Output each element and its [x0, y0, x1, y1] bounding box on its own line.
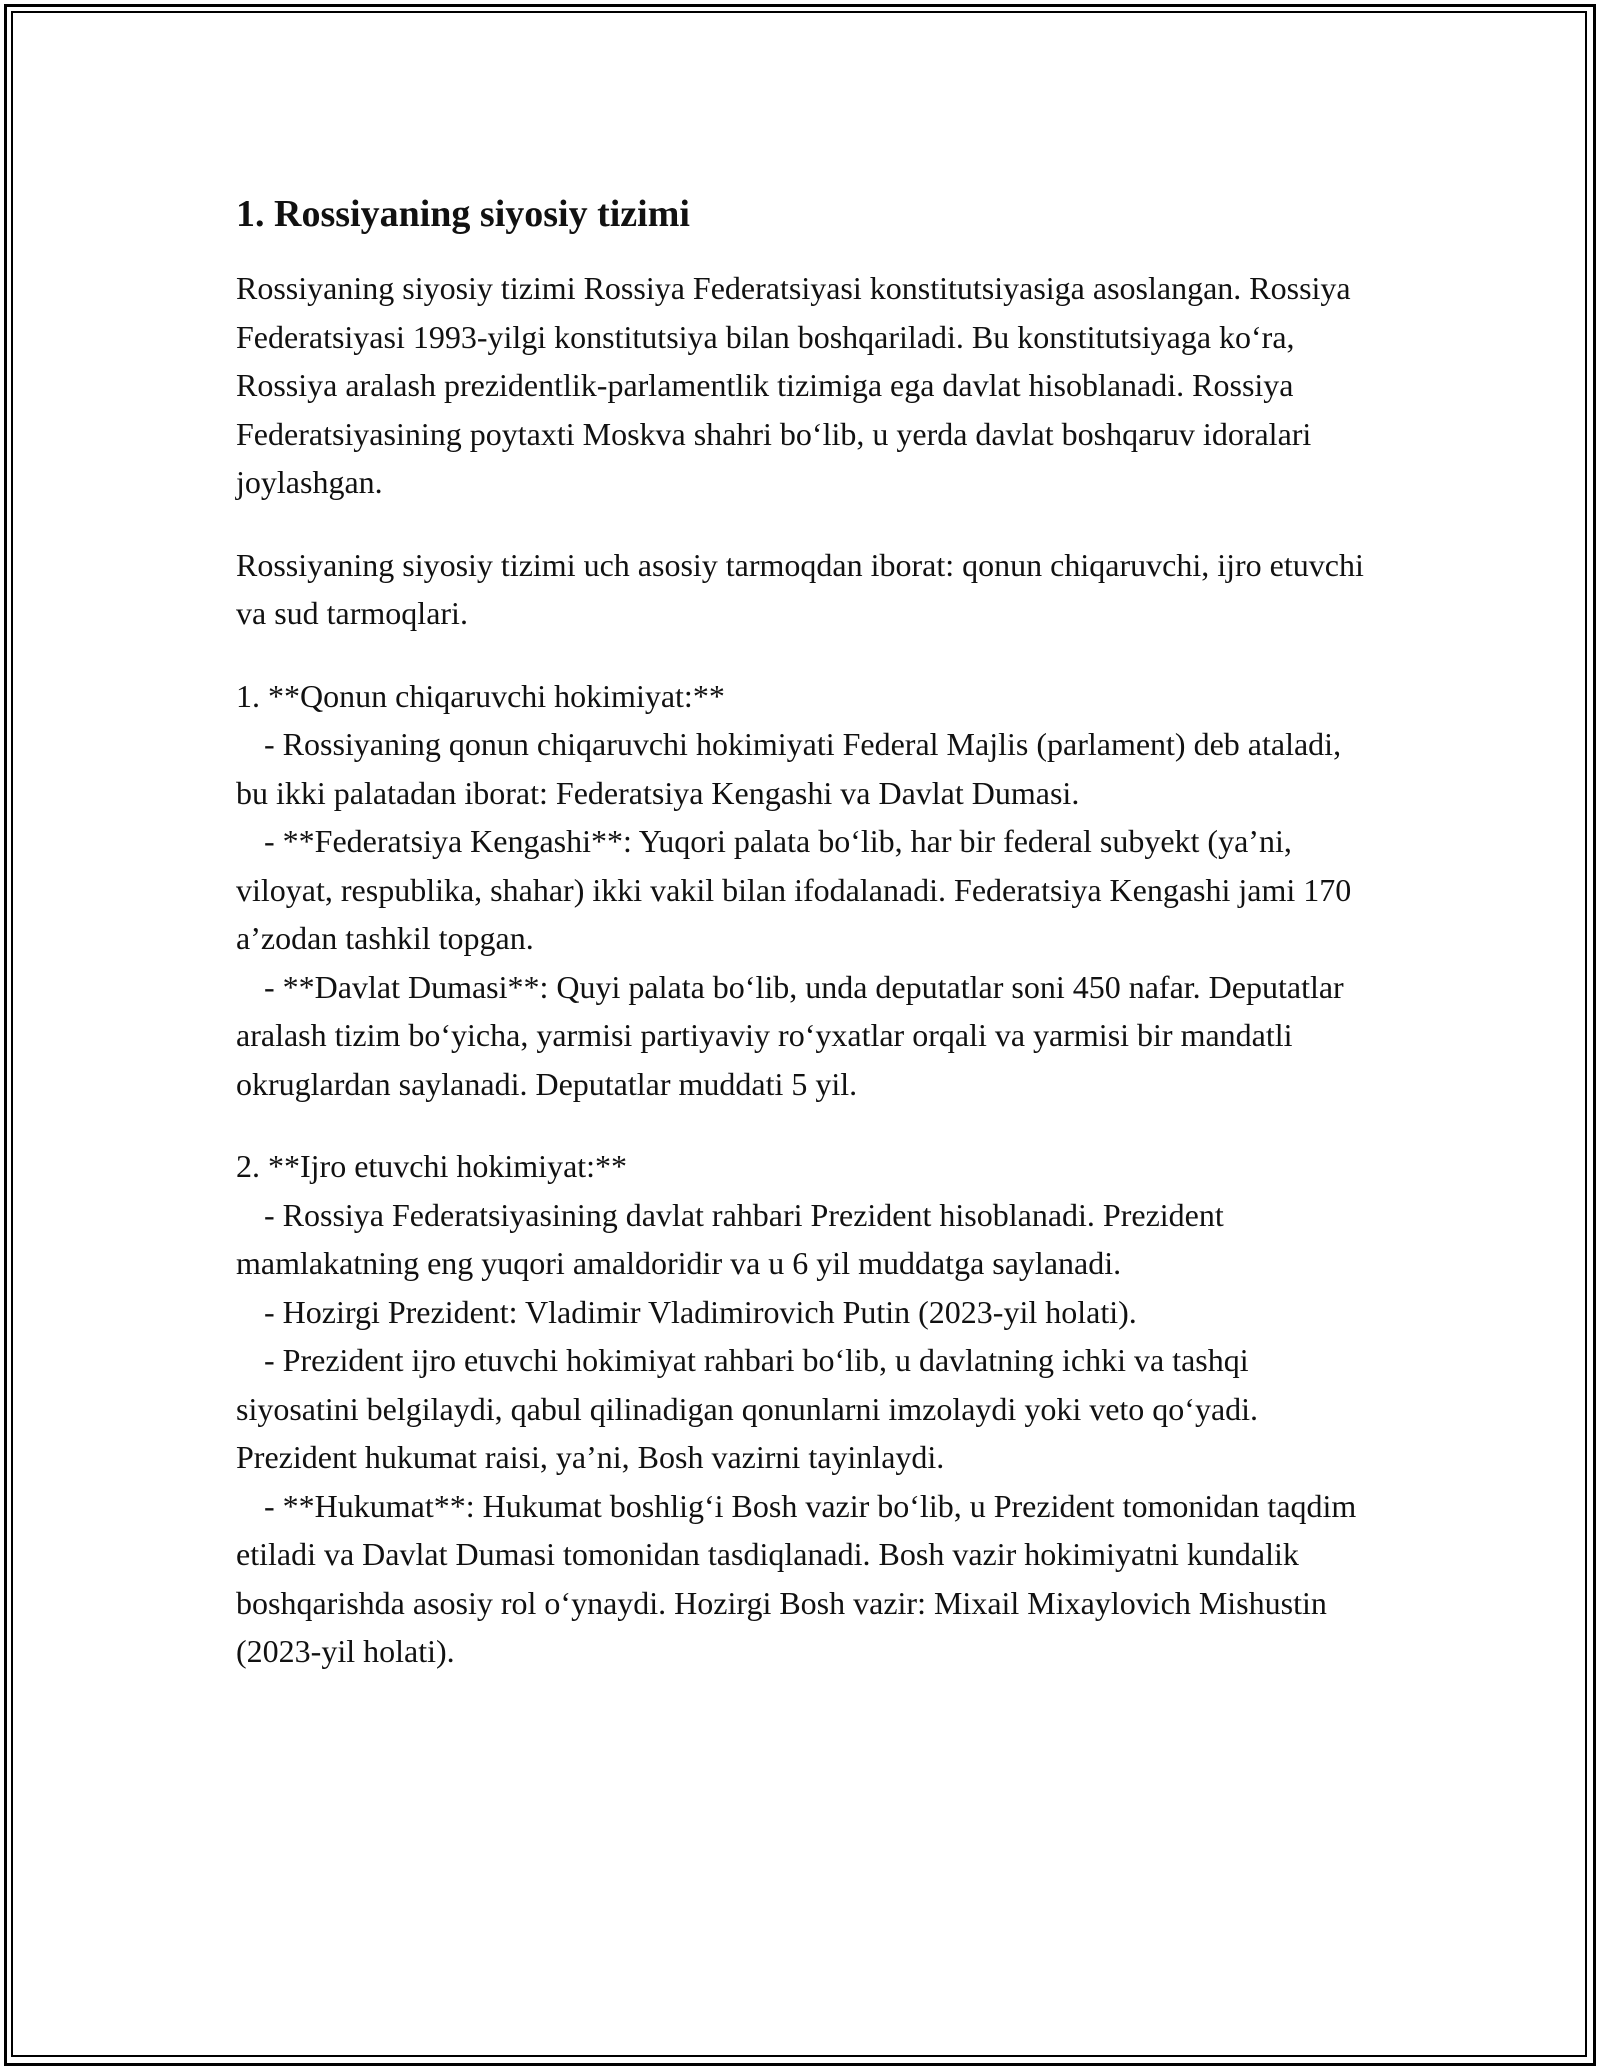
section-heading: 2. **Ijro etuvchi hokimiyat:** [236, 1148, 628, 1184]
section-legislative [236, 672, 1366, 1109]
branches-paragraph: Rossiyaning siyosiy tizimi uch asosiy tarmoqdan iborat: qonun chiqaruvchi, ijro etuvchi va sud tarmoqlari. [236, 546, 1364, 631]
list-item: - Rossiyaning qonun chiqaruvchi hokimiyati Federal Majlis (parlament) deb ataladi, bu ikki palatadan iborat: Federatsiya Kengashi va Davlat Dumasi. [236, 726, 1342, 811]
document-title: 1. Rossiyaning siyosiy tizimi [236, 193, 690, 235]
list-item: - **Hukumat**: Hukumat boshlig‘i Bosh vazir bo‘lib, u Prezident tomonidan taqdim etiladi va Davlat Dumasi tomonidan tasdiqlanadi. Bosh vazir hokimiyatni kundalik boshqarishda asosiy rol o‘ynaydi. Hozirgi Bosh vazir: Mixail Mixaylovich Mishustin (2023-yil holati). [236, 1487, 1357, 1669]
list-item: - **Federatsiya Kengashi**: Yuqori palata bo‘lib, har bir federal subyekt (ya’ni, viloyat, respublika, shahar) ikki vakil bilan ifodalanadi. Federatsiya Kengashi jami 170 a’zodan tashkil topgan. [236, 823, 1352, 956]
section-heading: 1. **Qonun chiqaruvchi hokimiyat:** [236, 677, 725, 714]
list-item: - Prezident ijro etuvchi hokimiyat rahbari bo‘lib, u davlatning ichki va tashqi siyosatini belgilaydi, qabul qilinadigan qonunlarni imzolaydi yoki veto qo‘yadi. Prezident hukumat raisi, ya’ni, Bosh vazirni tayinlaydi. [236, 1342, 1259, 1475]
list-item: - Rossiya Federatsiyasining davlat rahbari Prezident hisoblanadi. Prezident mamlakatning eng yuqori amaldoridir va u 6 yil muddatga saylanadi. [236, 1196, 1224, 1281]
section-executive [236, 1142, 1366, 1676]
list-item: - Hozirgi Prezident: Vladimir Vladimirovich Putin (2023-yil holati). [264, 1293, 1137, 1330]
list-item: - **Davlat Dumasi**: Quyi palata bo‘lib, unda deputatlar soni 450 nafar. Deputatlar aralash tizim bo‘yicha, yarmisi partiyaviy ro‘yxatlar orqali va yarmisi bir mandatli okruglardan saylanadi. Deputatlar muddati 5 yil. [236, 968, 1344, 1102]
intro-paragraph: Rossiyaning siyosiy tizimi Rossiya Federatsiyasi konstitutsiyasiga asoslangan. Rossiya Federatsiyasi 1993-yilgi konstitutsiya bilan boshqariladi. Bu konstitutsiyaga ko‘ra, Rossiya aralash prezidentlik-parlamentlik tizimiga ega davlat hisoblanadi. Rossiya Federatsiyasining poytaxti Moskva shahri bo‘lib, u yerda davlat boshqaruv idoralari joylashgan. [236, 270, 1351, 500]
document-body [236, 190, 1366, 1710]
